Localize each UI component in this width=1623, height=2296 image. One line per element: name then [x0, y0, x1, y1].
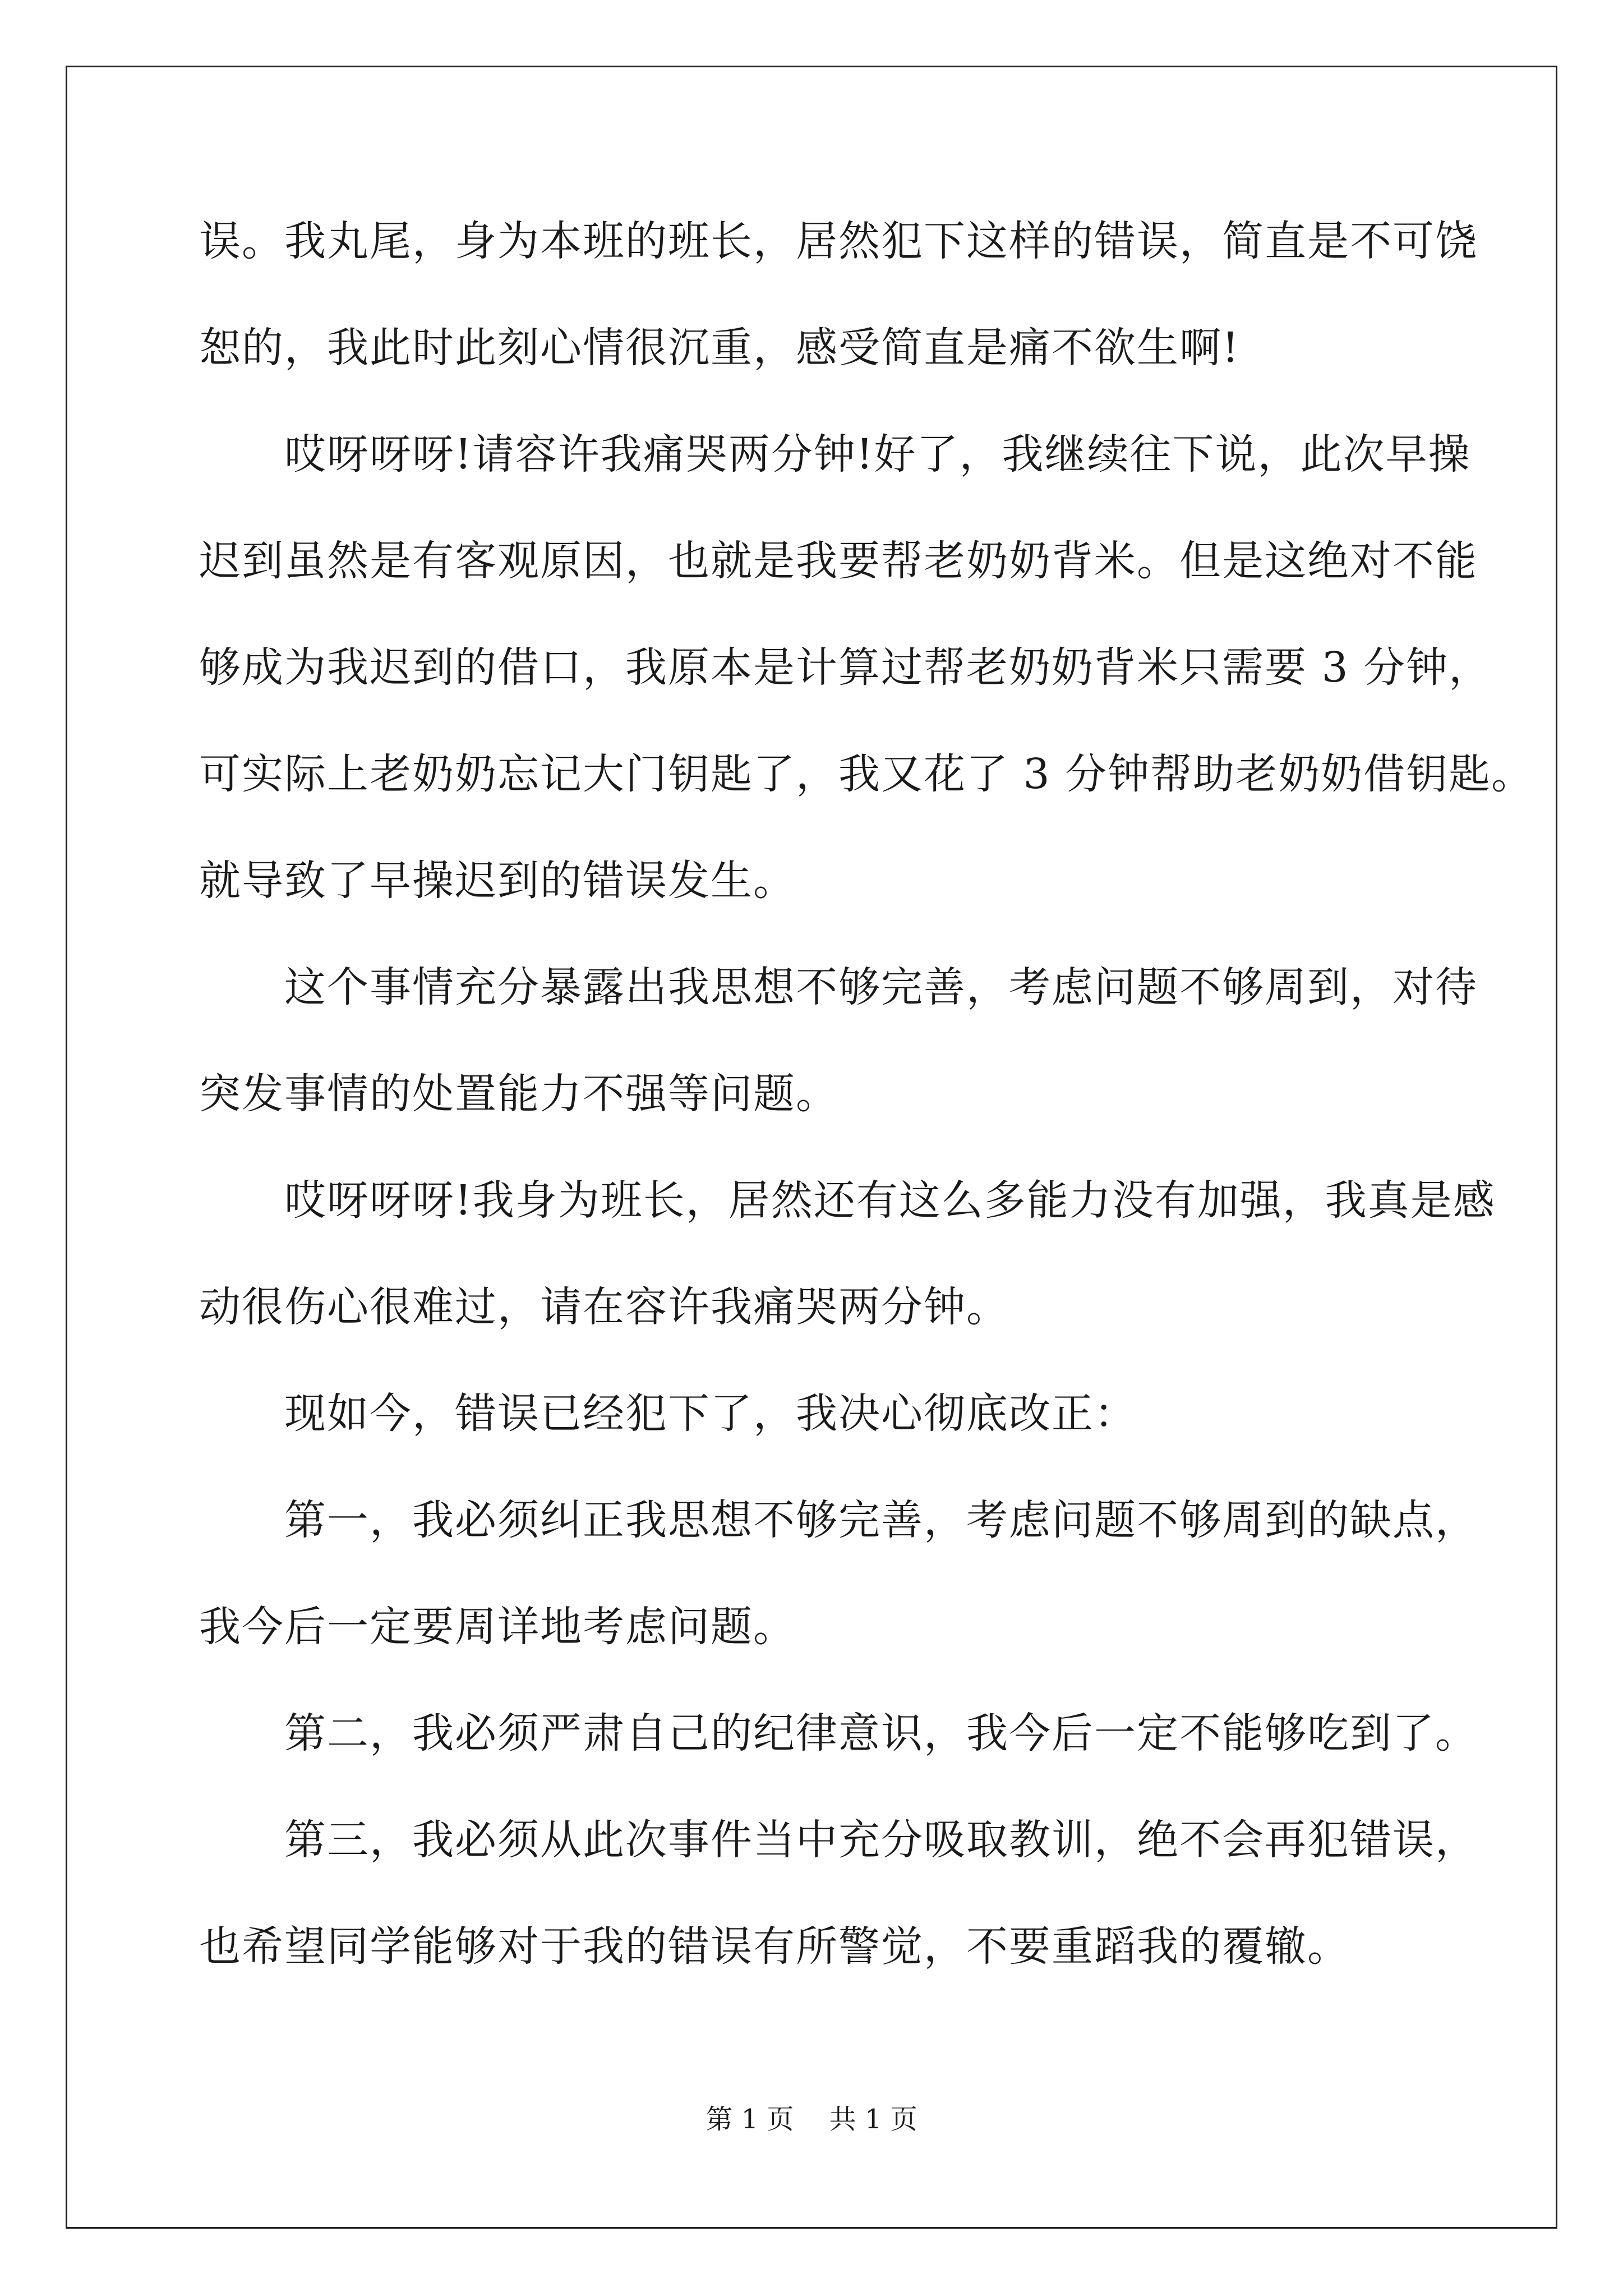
page-number: 第 1 页 共 1 页 [706, 2104, 917, 2135]
text-line: 第二，我必须严肃自己的纪律意识，我今后一定不能够吃到了。 [199, 1709, 1478, 1757]
text-line: 也希望同学能够对于我的错误有所警觉，不要重蹈我的覆辙。 [199, 1922, 1350, 1971]
text-line: 误。我丸尾，身为本班的班长，居然犯下这样的错误，简直是不可饶 [199, 217, 1478, 265]
text-line: 我今后一定要周详地考虑问题。 [199, 1603, 796, 1651]
text-line: 哎呀呀呀!我身为班长，居然还有这么多能力没有加强，我真是感 [199, 1176, 1496, 1225]
text-line: 恕的，我此时此刻心情很沉重，感受简直是痛不欲生啊! [199, 324, 1240, 372]
text-line: 第三，我必须从此次事件当中充分吸取教训，绝不会再犯错误， [199, 1816, 1478, 1864]
text-line: 现如今，错误已经犯下了，我决心彻底改正： [199, 1389, 1137, 1438]
text-line: 就导致了早操迟到的错误发生。 [199, 857, 796, 905]
text-line: 够成为我迟到的借口，我原本是计算过帮老奶奶背米只需要 3 分钟， [199, 643, 1492, 692]
text-line: 哎呀呀呀!请容许我痛哭两分钟!好了，我继续往下说，此次早操 [199, 430, 1471, 478]
text-line: 动很伤心很难过，请在容许我痛哭两分钟。 [199, 1283, 1009, 1331]
text-line: 迟到虽然是有客观原因，也就是我要帮老奶奶背米。但是这绝对不能 [199, 537, 1478, 585]
text-line: 可实际上老奶奶忘记大门钥匙了，我又花了 3 分钟帮助老奶奶借钥匙。 [199, 750, 1534, 798]
text-line: 突发事情的处置能力不强等问题。 [199, 1070, 838, 1118]
text-line: 第一，我必须纠正我思想不够完善，考虑问题不够周到的缺点， [199, 1496, 1478, 1544]
page-frame [66, 66, 1557, 2229]
text-line: 这个事情充分暴露出我思想不够完善，考虑问题不够周到，对待 [199, 963, 1478, 1011]
